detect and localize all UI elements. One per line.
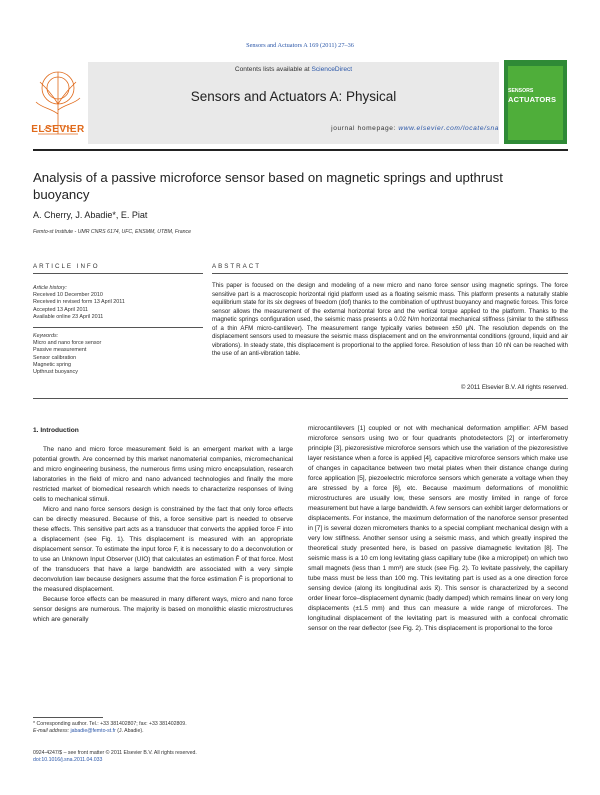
paragraph: Micro and nano force sensors design is constrained by the fact that only force effects can be directly measured. Because of this, a force sensitive part is needed to observe these effects. This sensitive part acts as a transducer that converts the applied force F into a displacement (see Fig. 1). This displacement is measured with an appropriate displacement sensor. To estimate the input force F, it is necessary to do a deconvolution or to use an Unknown Input Observer (UIO) that calculates an estimation F̂ of that force. Most of the transducers that have a large bandwidth are associated with a very simple deconvolution law because designers assume that the force estimation F̂ is proportional to the measured displacement. [33,506,293,593]
abstract-rule [212,273,568,274]
abstract-text: This paper is focused on the design and modeling of a new micro and nano force sensor using magnetic springs. The force sensitive part is a macroscopic horizontal rigid platform used as a floating seismic mass. This platform presents a naturally stable equilibrium state for its six degrees of freedom (dof) thanks to the combination of upthrust buoyancy and magnetic forces. This force sensor allows the measurement of the external horizontal force and the vertical torque applied to the platform. Thanks to the magnetic springs configuration used, the seismic mass presents a 0.02 N/m horizontal mechanical stiffness (similar to the stiffness of a thin AFM micro-cantilever). The measurement range typically varies between ±50 μN. The resolution depends on the displacement sensors used to measure the seismic mass displacement and on the environmental conditions (ground, liquid and air vibrations). In steady state, this displacement is proportional to the applied force. Resolution of less than 10 nN can be reached with the use of an anti-vibration table. [212,282,568,357]
keyword: Upthrust buoyancy [33,369,78,376]
footnote-rule [33,717,103,718]
keywords-label: Keywords: [33,333,59,340]
author-affiliation: Femto-st Institute - UMR CNRS 6174, UFC, ENSMM, UTBM, France [33,229,191,235]
right-column [308,424,568,634]
keyword: Micro and nano force sensor [33,340,102,347]
email-link[interactable]: jabadie@femto-st.fr [70,728,116,735]
issn-block [33,750,293,764]
journal-homepage [88,125,499,132]
paragraph: microcantilevers [1] coupled or not with mechanical deformation amplifier: AFM based microforce sensors using two or four quadrants photodetectors [2] or interferometry principle [3], piezoresistive microforce sensors which use the variation of the piezoresistive layer resistance when a force is applied [4], capacitive microforce sensors which make use of changes in capacitance between two metal plates when their distance change during force application [5], piezoelectric microforce sensors which generate a voltage when they are stressed by a force [6], etc. Because maximum deformations of monolithic microstructures are usually low, these sensors are mostly limited in range of force measurement but have a large bandwidth. A few sensors can exhibit larger deformations or displacements. For instance, the maximum deformation of the nanoforce sensor presented in [7] is several dozen micrometers thanks to a special compliant mechanical design with a very low stiffness. Another sensor using a seismic mass, and which greatly inspired the theoretical study presented here, is based on passive diamagnetic levitation [8]. The seismic mass is a 10 cm long levitating glass capillary tube (like a micropipet) on which two small magnets (less than 1 mm³) are stuck (see Fig. 2). To levitate passively, the capillary tube mass must be less than 100 mg. This levitating part is used as a one direction force sensing device (along its longitudinal axis x⃗). This sensor is characterized by a second order linear force–displacement dynamic (badly damped) which remains linear on very long displacements (±1.5 mm) and thus can measure a wide range of microforces. The longitudinal displacement of the levitating part is measured with a confocal chromatic sensor on the rear deflector (see Fig. 2). This displacement is proportional to the force [308,425,568,632]
email-line [33,728,293,735]
issn-line: 0924-4247/$ – see front matter © 2011 Elsevier B.V. All rights reserved. [33,750,197,756]
contents-prefix: Contents lists available at [234,66,312,73]
paragraph: The nano and micro force measurement field is an emergent market with a large potential growth. Are concerned by this market nanomaterial companies, micromechanical and micro engineering business, the numerous firms using micro encapsulation, research laboratories in the field of micro and nano advanced technologies and finally the more restricted market of biomedical research which needs to characterize responses of living cells to mechanical stimuli. [33,446,293,503]
copyright-notice: © 2011 Elsevier B.V. All rights reserved. [460,384,568,391]
keyword: Magnetic spring [33,361,72,368]
paragraph: Because force effects can be measured in many different ways, micro and nano force sensor designs are numerous. The majority is based on monolithic elastic microstructures which are generally [33,596,293,623]
doi-link[interactable]: doi:10.1016/j.sna.2011.04.033 [33,757,103,764]
corresponding-author-note: * Corresponding author. Tel.: +33 381402807; fax: +33 381402809. [33,721,187,727]
keyword: Sensor calibration [33,354,77,361]
cover-title-line2: ACTUATORS [508,95,557,104]
history-item: Received in revised form 13 April 2011 [33,299,125,306]
article-info-block [33,285,203,376]
history-label: Article history: [33,285,67,291]
history-item: Available online 23 April 2011 [33,313,104,320]
elsevier-wordmark: ELSEVIER [31,124,85,135]
section-heading-introduction: 1. Introduction [33,427,79,434]
abstract-bottom-rule [33,398,568,399]
history-item: Accepted 13 April 2011 [33,306,89,313]
email-suffix: (J. Abadie). [115,728,144,735]
article-authors: A. Cherry, J. Abadie*, E. Piat [33,210,148,220]
article-title: Analysis of a passive microforce sensor based on magnetic springs and upthrust buoyancy [33,170,503,202]
cover-title-line1: SENSORS [508,88,534,94]
footnote [33,721,293,735]
left-column [33,445,293,625]
homepage-link[interactable]: www.elsevier.com/locate/sna [398,125,499,132]
history-item: Received 10 December 2010 [33,292,103,299]
homepage-label: journal homepage: [331,125,399,132]
keyword: Passive measurement [33,347,87,354]
contents-line [88,66,499,73]
header-rule [33,149,568,151]
journal-citation[interactable]: Sensors and Actuators A 169 (2011) 27–36 [246,42,354,49]
sciencedirect-link[interactable]: ScienceDirect [311,66,353,73]
keywords-rule [33,327,203,329]
article-info-heading: ARTICLE INFO [33,263,100,270]
email-label: E-mail address: [33,728,71,735]
article-info-rule [33,273,203,274]
abstract-heading: ABSTRACT [212,263,262,270]
journal-cover-thumbnail [504,60,567,144]
journal-title: Sensors and Actuators A: Physical [190,89,397,104]
